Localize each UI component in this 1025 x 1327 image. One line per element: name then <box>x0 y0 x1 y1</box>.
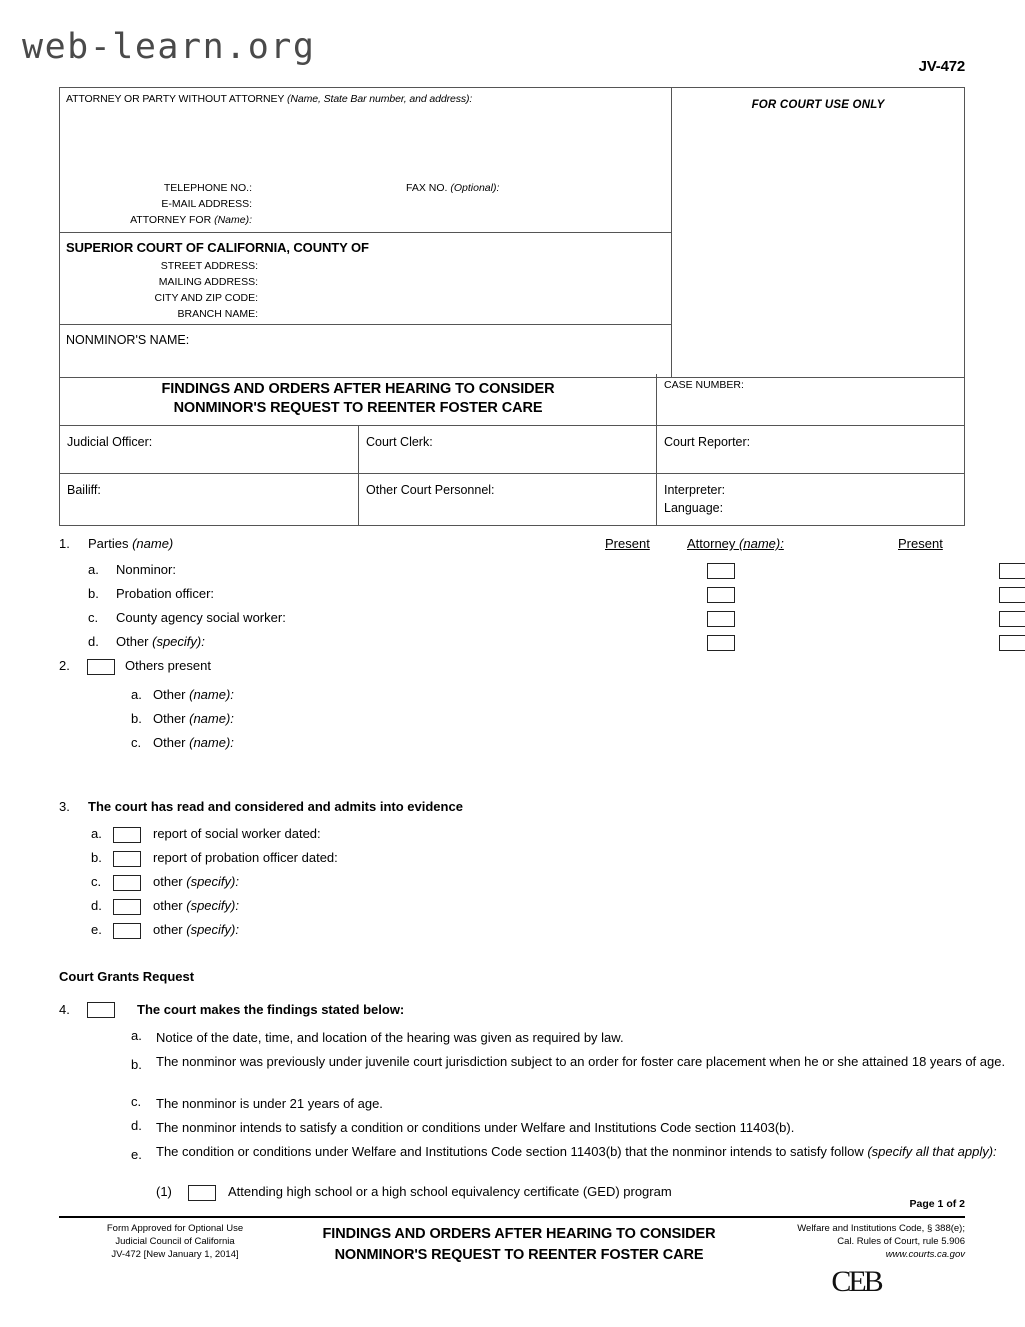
attorney-label <box>66 93 671 105</box>
footer-approval-line2: Judicial Council of California <box>115 1236 235 1247</box>
mailing-address-row <box>66 274 671 290</box>
item-letter: c. <box>91 874 102 889</box>
item-text: other (specify): <box>153 922 239 937</box>
form-title-row <box>59 374 965 426</box>
item-letter: d. <box>131 1118 142 1133</box>
item-text: Notice of the date, time, and location of the hearing was given as required by law. <box>156 1030 624 1045</box>
form-title-line1: FINDINGS AND ORDERS AFTER HEARING TO CONSIDER <box>161 381 555 397</box>
street-address-row <box>66 258 671 274</box>
item-letter: b. <box>131 1057 142 1072</box>
nonminor-name-block <box>60 325 671 377</box>
attorney-for-label: ATTORNEY FOR (Name): <box>130 214 252 226</box>
section-1 <box>0 532 1025 652</box>
for-court-use-only-label: FOR COURT USE ONLY <box>751 99 885 111</box>
interpreter-label: Interpreter: <box>664 483 726 497</box>
evidence-checkbox[interactable] <box>113 851 141 867</box>
item-text: report of probation officer dated: <box>153 850 338 865</box>
attorney-present-checkbox[interactable] <box>999 634 1025 651</box>
item-letter: b. <box>88 586 99 601</box>
evidence-checkbox[interactable] <box>113 827 141 843</box>
evidence-checkbox[interactable] <box>113 923 141 939</box>
fax-label: FAX NO. (Optional): <box>406 182 500 194</box>
sub-item-text: Attending high school or a high school equivalency certificate (GED) program <box>228 1184 672 1199</box>
item-text: Other (name): <box>153 711 234 726</box>
item-letter: b. <box>91 850 102 865</box>
footer <box>59 1222 965 1297</box>
item-letter: a. <box>131 687 142 702</box>
street-address-label: STREET ADDRESS: <box>160 260 258 272</box>
other-court-personnel-label: Other Court Personnel: <box>366 483 495 497</box>
footer-title-line2: NONMINOR'S REQUEST TO REENTER FOSTER CARE <box>334 1247 704 1263</box>
item-text: Other (name): <box>153 735 234 750</box>
court-clerk-cell <box>359 426 657 473</box>
footer-right <box>747 1222 965 1297</box>
nonminor-name-label: NONMINOR'S NAME: <box>66 333 190 347</box>
sub-item-number: (1) <box>156 1184 172 1199</box>
item-letter: c. <box>131 735 142 750</box>
interpreter-cell <box>657 474 964 525</box>
attorney-present-checkbox[interactable] <box>999 610 1025 627</box>
footer-website-url: www.courts.ca.gov <box>885 1249 965 1260</box>
section-1-label: Parties (name) <box>88 536 174 551</box>
email-label: E-MAIL ADDRESS: <box>161 198 252 210</box>
for-court-use-only-box <box>672 88 964 377</box>
site-watermark: web-learn.org <box>22 27 316 67</box>
section-2-number: 2. <box>59 658 70 673</box>
court-grants-request-heading: Court Grants Request <box>59 969 195 984</box>
item-text: other (specify): <box>153 874 239 889</box>
item-letter: c. <box>88 610 99 625</box>
telephone-label: TELEPHONE NO.: <box>163 182 252 194</box>
attorney-block <box>60 88 671 233</box>
item-text: Other (name): <box>153 687 234 702</box>
item-text: The condition or conditions under Welfare and Institutions Code section 11403(b) that the nonminor intends to satisfy follow (specify all that apply): <box>156 1144 997 1159</box>
court-block <box>60 233 671 325</box>
attorney-present-checkbox[interactable] <box>999 586 1025 603</box>
bailiff-cell <box>60 474 359 525</box>
court-address-rows <box>66 258 671 322</box>
section-3-number: 3. <box>59 799 70 814</box>
footer-divider <box>59 1216 965 1218</box>
item-text: The nonminor is under 21 years of age. <box>156 1096 383 1111</box>
footer-rules-citation: Cal. Rules of Court, rule 5.906 <box>837 1236 965 1247</box>
item-letter: a. <box>88 562 99 577</box>
footer-form-revision: JV-472 [New January 1, 2014] <box>111 1249 239 1260</box>
item-text: The nonminor was previously under juvenile court jurisdiction subject to an order for foster care placement when he or she attained 18 years of age. <box>156 1054 1006 1069</box>
footer-title <box>291 1222 747 1297</box>
section-2-label: Others present <box>125 658 211 673</box>
section-3-heading: The court has read and considered and admits into evidence <box>88 799 463 814</box>
item-letter: e. <box>131 1147 142 1162</box>
attorney-label-hint: (Name, State Bar number, and address): <box>286 93 473 105</box>
section-1-present-header-left: Present <box>605 536 650 551</box>
superior-court-label: SUPERIOR COURT OF CALIFORNIA, COUNTY OF <box>66 240 369 255</box>
section-4-number: 4. <box>59 1002 70 1017</box>
attorney-for-row <box>60 212 671 228</box>
bailiff-label: Bailiff: <box>67 483 101 497</box>
form-title <box>60 374 657 425</box>
case-number-label: CASE NUMBER: <box>664 379 744 391</box>
section-1-present-header-right: Present <box>898 536 943 551</box>
item-text: Other (specify): <box>116 634 205 649</box>
section-3 <box>0 762 1025 937</box>
section-1-attorney-header: Attorney (name): <box>687 536 784 551</box>
item-letter: d. <box>88 634 99 649</box>
item-letter: e. <box>91 922 102 937</box>
item-text: Probation officer: <box>116 586 215 601</box>
judicial-officer-label: Judicial Officer: <box>67 435 153 449</box>
personnel-row-2 <box>59 474 965 526</box>
case-number-cell <box>657 374 964 425</box>
condition-checkbox[interactable] <box>188 1185 216 1201</box>
item-text: The nonminor intends to satisfy a condition or conditions under Welfare and Institutions Code section 11403(b). <box>156 1120 795 1135</box>
footer-approval-line1: Form Approved for Optional Use <box>106 1223 244 1234</box>
judicial-officer-cell <box>60 426 359 473</box>
other-court-personnel-cell <box>359 474 657 525</box>
item-letter: b. <box>131 711 142 726</box>
party-present-checkbox[interactable] <box>707 610 735 627</box>
item-text: other (specify): <box>153 898 239 913</box>
branch-name-row <box>66 306 671 322</box>
court-clerk-label: Court Clerk: <box>366 435 433 449</box>
findings-checkbox[interactable] <box>87 1002 115 1018</box>
form-number: JV-472 <box>918 58 965 75</box>
others-present-checkbox[interactable] <box>87 659 115 675</box>
evidence-checkbox[interactable] <box>113 875 141 891</box>
item-text: Nonminor: <box>116 562 176 577</box>
court-reporter-cell <box>657 426 964 473</box>
header-table <box>59 87 965 378</box>
item-text: report of social worker dated: <box>153 826 321 841</box>
party-present-checkbox[interactable] <box>707 562 735 579</box>
attorney-present-checkbox[interactable] <box>999 562 1025 579</box>
evidence-checkbox[interactable] <box>113 899 141 915</box>
telephone-row <box>60 180 671 196</box>
party-present-checkbox[interactable] <box>707 586 735 603</box>
item-letter: c. <box>131 1094 142 1109</box>
ceb-logo: CEB <box>831 1265 881 1298</box>
attorney-label-text: ATTORNEY OR PARTY WITHOUT ATTORNEY <box>66 93 285 105</box>
item-letter: a. <box>131 1028 142 1043</box>
item-letter: d. <box>91 898 102 913</box>
branch-name-label: BRANCH NAME: <box>177 308 258 320</box>
page-number: Page 1 of 2 <box>909 1198 965 1210</box>
court-reporter-label: Court Reporter: <box>664 435 751 449</box>
email-row <box>60 196 671 212</box>
personnel-row-1 <box>59 426 965 474</box>
footer-code-citation: Welfare and Institutions Code, § 388(e); <box>797 1223 965 1234</box>
footer-title-line1: FINDINGS AND ORDERS AFTER HEARING TO CONSIDER <box>322 1226 716 1242</box>
party-present-checkbox[interactable] <box>707 634 735 651</box>
language-label: Language: <box>664 501 724 515</box>
section-2 <box>0 652 1025 762</box>
city-zip-label: CITY AND ZIP CODE: <box>154 292 258 304</box>
section-4-heading: The court makes the findings stated below: <box>137 1002 405 1017</box>
header-left-column <box>60 88 672 377</box>
form-body <box>0 532 1025 1199</box>
section-1-number: 1. <box>59 536 70 551</box>
footer-left <box>59 1222 291 1297</box>
city-zip-row <box>66 290 671 306</box>
form-title-line2: NONMINOR'S REQUEST TO REENTER FOSTER CARE <box>173 400 543 416</box>
item-text: County agency social worker: <box>116 610 286 625</box>
contact-rows <box>60 180 671 228</box>
item-letter: a. <box>91 826 102 841</box>
mailing-address-label: MAILING ADDRESS: <box>158 276 258 288</box>
